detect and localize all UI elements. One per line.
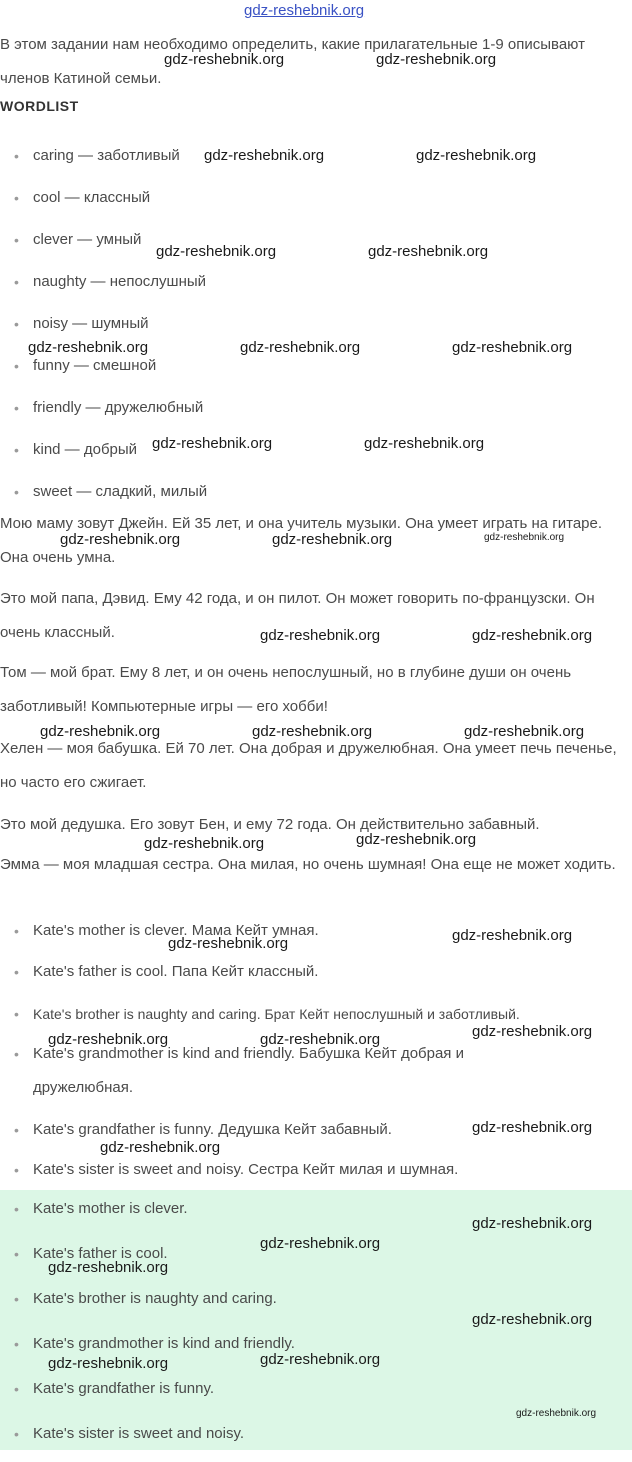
answer-item: • Kate's sister is sweet and noisy. <box>0 1417 632 1462</box>
bullet-icon: • <box>14 1046 19 1062</box>
wordlist-item: • caring — заботливый <box>0 141 632 183</box>
watermark: gdz-reshebnik.org <box>452 927 573 944</box>
translation-brother: Том — мой брат. Ему 8 лет, и он очень непослушный, но в глубине души он очень заботливый! Компьютерные игры — его хобби! <box>0 664 572 715</box>
summary-list <box>0 914 632 1193</box>
translation-sister: Эмма — моя младшая сестра. Она милая, но очень шумная! Она еще не может ходить. <box>0 856 616 873</box>
summary-item: • Kate's brother is naughty and caring. Брат Кейт непослушный и заботливый. <box>0 997 632 1037</box>
bullet-icon: • <box>14 316 19 332</box>
watermark: gdz-reshebnik.org <box>156 243 277 260</box>
translation-mother: Мою маму зовут Джейн. Ей 35 лет, и она учитель музыки. Она умеет играть на гитаре. Она очень умна. <box>0 515 603 566</box>
watermark: gdz-reshebnik.org <box>252 723 373 740</box>
bullet-icon: • <box>14 190 19 206</box>
watermark: gdz-reshebnik.org <box>472 1311 593 1328</box>
wordlist-item: • friendly — дружелюбный <box>0 393 632 435</box>
answer-item: • Kate's father is cool. <box>0 1237 632 1282</box>
answer-item: • Kate's brother is naughty and caring. <box>0 1282 632 1327</box>
watermark: gdz-reshebnik.org <box>368 243 489 260</box>
bullet-icon: • <box>14 923 19 939</box>
watermark: gdz-reshebnik.org <box>204 147 325 164</box>
summary-item: • Kate's grandmother is kind and friendly. Бабушка Кейт добрая и дружелюбная. <box>0 1037 632 1113</box>
watermark: gdz-reshebnik.org <box>28 339 149 356</box>
watermark: gdz-reshebnik.org <box>240 339 361 356</box>
wordlist-heading: WORDLIST <box>0 98 79 114</box>
intro-paragraph: В этом задании нам необходимо определить, какие прилагательные 1-9 описывают членов Катиной семьи. <box>0 36 585 87</box>
bullet-icon: • <box>14 1162 19 1178</box>
summary-item: • Kate's mother is clever. Мама Кейт умная. <box>0 914 632 955</box>
watermark: gdz-reshebnik.org <box>472 1023 593 1040</box>
summary-item: • Kate's father is cool. Папа Кейт классный. <box>0 955 632 997</box>
wordlist-item: • clever — умный <box>0 225 632 267</box>
watermark: gdz-reshebnik.org <box>452 339 573 356</box>
watermark: gdz-reshebnik.org <box>260 627 381 644</box>
bullet-icon: • <box>14 274 19 290</box>
watermark: gdz-reshebnik.org <box>472 1119 593 1136</box>
wordlist-item: • noisy — шумный <box>0 309 632 351</box>
watermark: gdz-reshebnik.org <box>464 723 585 740</box>
bullet-icon: • <box>14 148 19 164</box>
watermark-link[interactable]: gdz-reshebnik.org <box>244 2 365 19</box>
watermark: gdz-reshebnik.org <box>356 831 477 848</box>
watermark: gdz-reshebnik.org <box>472 1215 593 1232</box>
bullet-icon: • <box>14 232 19 248</box>
watermark: gdz-reshebnik.org <box>168 935 289 952</box>
bullet-icon: • <box>14 1246 19 1262</box>
wordlist-item: • funny — смешной <box>0 351 632 393</box>
bullet-icon: • <box>14 1291 19 1307</box>
summary-item: • Kate's sister is sweet and noisy. Сестра Кейт милая и шумная. <box>0 1153 632 1193</box>
answer-item: • Kate's mother is clever. <box>0 1192 632 1237</box>
watermark: gdz-reshebnik.org <box>416 147 537 164</box>
watermark: gdz-reshebnik.org <box>364 435 485 452</box>
watermark: gdz-reshebnik.org <box>144 835 265 852</box>
watermark: gdz-reshebnik.org <box>164 51 285 68</box>
bullet-icon: • <box>14 400 19 416</box>
bullet-icon: • <box>14 1122 19 1138</box>
bullet-icon: • <box>14 1006 19 1022</box>
summary-item: • Kate's grandfather is funny. Дедушка Кейт забавный. <box>0 1113 632 1153</box>
bullet-icon: • <box>14 1426 19 1442</box>
watermark: gdz-reshebnik.org <box>48 1031 169 1048</box>
wordlist-item: • naughty — непослушный <box>0 267 632 309</box>
watermark: gdz-reshebnik.org <box>40 723 161 740</box>
watermark: gdz-reshebnik.org <box>152 435 273 452</box>
watermark: gdz-reshebnik.org <box>260 1031 381 1048</box>
bullet-icon: • <box>14 358 19 374</box>
watermark: gdz-reshebnik.org <box>376 51 497 68</box>
translation-grandmother: Хелен — моя бабушка. Ей 70 лет. Она добрая и дружелюбная. Она умеет печь печенье, но часто его сжигает. <box>0 740 617 791</box>
bullet-icon: • <box>14 484 19 500</box>
answer-item: • Kate's grandmother is kind and friendly. <box>0 1327 632 1372</box>
wordlist-item: • kind — добрый <box>0 435 632 477</box>
wordlist <box>0 141 632 519</box>
watermark: gdz-reshebnik.org <box>260 1351 381 1368</box>
watermark: gdz-reshebnik.org <box>48 1355 169 1372</box>
watermark: gdz-reshebnik.org <box>272 531 393 548</box>
bullet-icon: • <box>14 1381 19 1397</box>
watermark: gdz-reshebnik.org <box>472 627 593 644</box>
watermark: gdz-reshebnik.org <box>60 531 181 548</box>
watermark: gdz-reshebnik.org <box>48 1259 169 1276</box>
bullet-icon: • <box>14 1336 19 1352</box>
bullet-icon: • <box>14 964 19 980</box>
answer-item: • Kate's grandfather is funny. <box>0 1372 632 1417</box>
watermark: gdz-reshebnik.org <box>260 1235 381 1252</box>
bullet-icon: • <box>14 1201 19 1217</box>
watermark: gdz-reshebnik.org <box>516 1408 597 1419</box>
translation-father: Это мой папа, Дэвид. Ему 42 года, и он пилот. Он может говорить по-французски. Он очень классный. <box>0 590 595 641</box>
wordlist-item: • sweet — сладкий, милый <box>0 477 632 519</box>
watermark: gdz-reshebnik.org <box>484 532 565 543</box>
watermark: gdz-reshebnik.org <box>100 1139 221 1156</box>
translation-grandfather: Это мой дедушка. Его зовут Бен, и ему 72 года. Он действительно забавный. <box>0 816 540 833</box>
bullet-icon: • <box>14 442 19 458</box>
wordlist-item: • cool — классный <box>0 183 632 225</box>
